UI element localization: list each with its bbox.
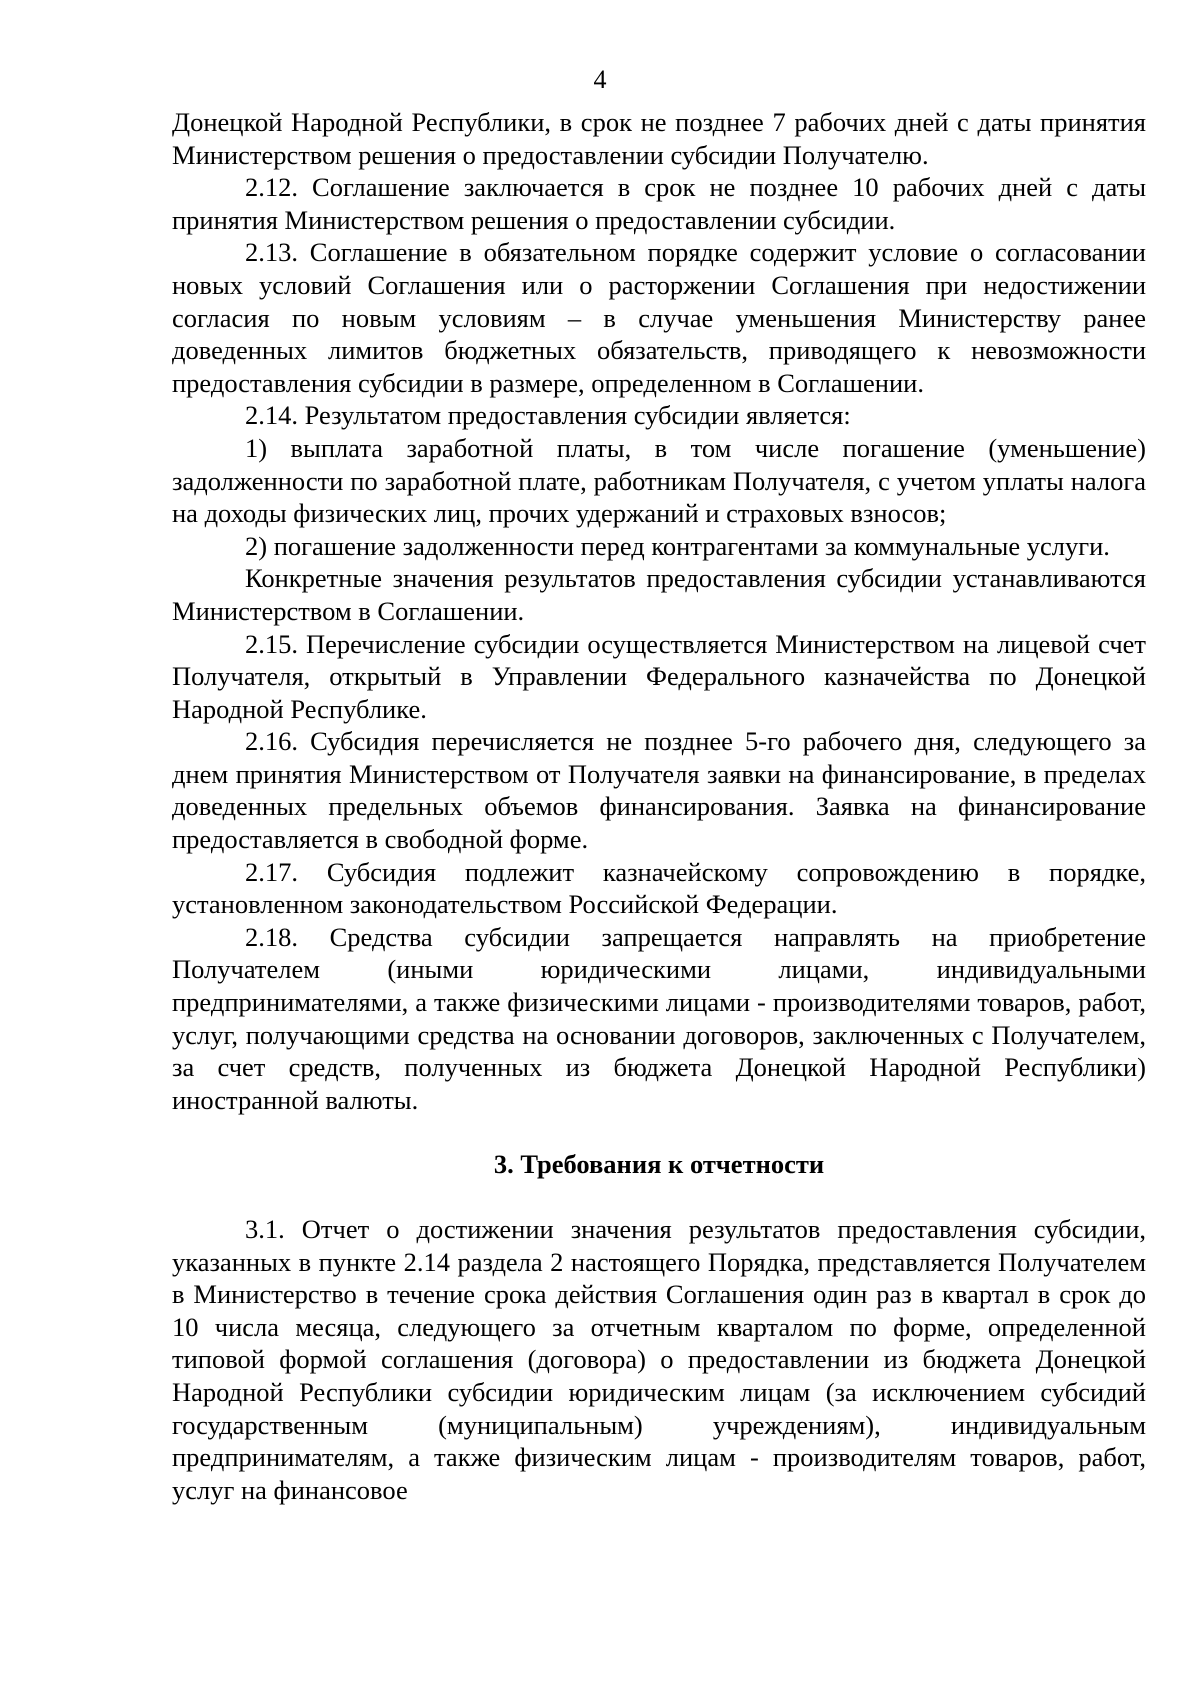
section-3-heading: 3. Требования к отчетности [493, 1149, 825, 1180]
paragraph-2-12: 2.12. Соглашение заключается в срок не позднее 10 рабочих дней с даты принятия Министерством решения о предоставлении субсидии. [172, 172, 1146, 235]
paragraph-2-13: 2.13. Соглашение в обязательном порядке содержит условие о согласовании новых условий Соглашения или о расторжении Соглашения при недостижении согласия по новым условиям – в случае уменьшения Министерству ранее доведенных лимитов бюджетных обязательств, приводящего к невозможности предоставления субсидии в размере, определенном в Соглашении. [172, 237, 1146, 398]
paragraph-2-14-item-2: 2) погашение задолженности перед контрагентами за коммунальные услуги. [245, 530, 1110, 561]
paragraph-2-15: 2.15. Перечисление субсидии осуществляется Министерством на лицевой счет Получателя, открытый в Управлении Федерального казначейства по Донецкой Народной Республике. [172, 628, 1146, 724]
paragraph-2-14-item-1: 1) выплата заработной платы, в том числе погашение (уменьшение) задолженности по заработной плате, работникам Получателя, с учетом уплаты налога на доходы физических лиц, прочих удержаний и страховых взносов; [172, 432, 1146, 529]
paragraph-3-1: 3.1. Отчет о достижении значения результатов предоставления субсидии, указанных в пункте 2.14 раздела 2 настоящего Порядка, представляется Получателем в Министерство в течение срока действия Соглашения один раз в квартал в срок до 10 числа месяца, следующего за отчетным кварталом по форме, определенной типовой формой соглашения (договора) о предоставлении из бюджета Донецкой Народной Республики субсидии юридическим лицам (за исключением субсидий государственным (муниципальным) учреждениям), индивидуальным предпринимателям, а также физическим лицам - производителям товаров, работ, услуг на финансовое [172, 1214, 1146, 1505]
paragraph-continuation: Донецкой Народной Республики, в срок не позднее 7 рабочих дней с даты принятия Министерством решения о предоставлении субсидии Получателю. [172, 107, 1146, 170]
paragraph-2-14: 2.14. Результатом предоставления субсидии является: [245, 400, 851, 431]
paragraph-2-16: 2.16. Субсидия перечисляется не позднее 5-го рабочего дня, следующего за днем принятия Министерством от Получателя заявки на финансирование, в пределах доведенных предельных объемов финансирования. Заявка на финансирование предоставляется в свободной форме. [172, 726, 1146, 855]
paragraph-2-17: 2.17. Субсидия подлежит казначейскому сопровождению в порядке, установленном законодательством Российской Федерации. [172, 856, 1146, 920]
page-number: 4 [593, 65, 607, 94]
paragraph-2-18: 2.18. Средства субсидии запрещается направлять на приобретение Получателем (иными юридическими лицами, индивидуальными предпринимателями, а также физическими лицами - производителями товаров, работ, услуг, получающими средства на основании договоров, заключенных с Получателем, за счет средств, полученных из бюджета Донецкой Народной Республики) иностранной валюты. [172, 921, 1146, 1115]
document-body [172, 106, 1146, 1506]
paragraph-2-14-values: Конкретные значения результатов предоставления субсидии устанавливаются Министерством в Соглашении. [172, 563, 1146, 626]
